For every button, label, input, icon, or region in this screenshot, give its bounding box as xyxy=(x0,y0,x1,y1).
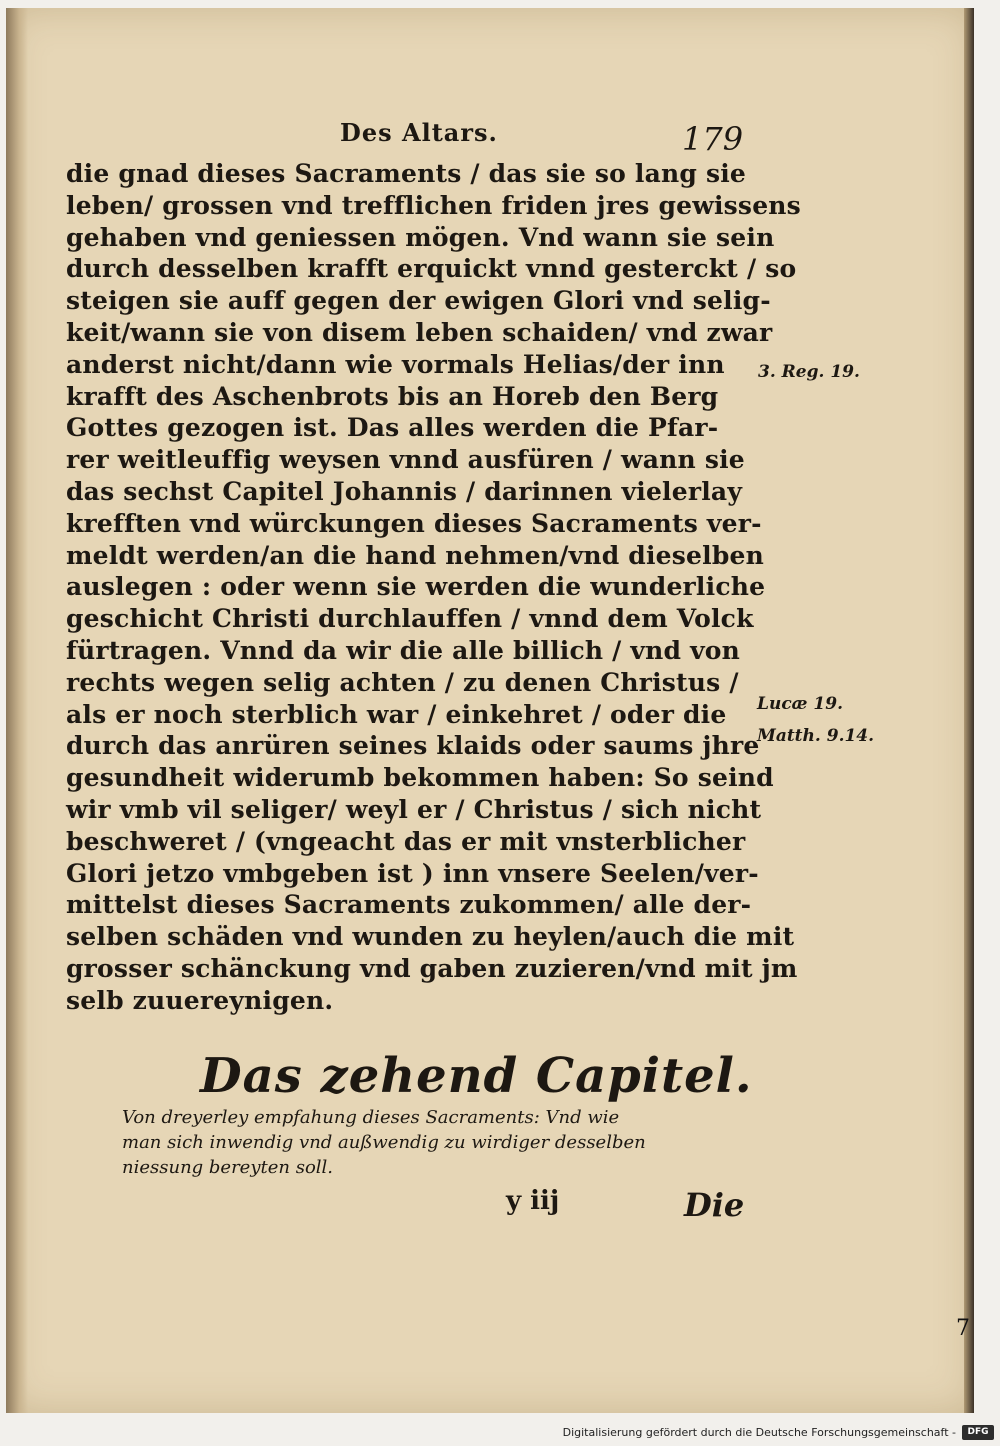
text-line: rer weitleuffig weysen vnnd ausfüren / wann sie xyxy=(66,445,745,475)
catchword: Die xyxy=(684,1186,745,1224)
text-line: selben schäden vnd wunden zu heylen/auch die mit xyxy=(66,922,795,952)
text-line: leben/ grossen vnd trefflichen friden jres gewissens xyxy=(66,190,801,220)
page-gutter-shadow xyxy=(6,8,28,1413)
page-number: 179 xyxy=(682,120,744,158)
text-line: selb zuuereynigen. xyxy=(66,985,334,1015)
text-line: Gottes gezogen ist. Das alles werden die Pfar- xyxy=(66,413,719,443)
signature-mark: y iij xyxy=(506,1186,560,1216)
text-line: krefften vnd würckungen dieses Sacraments ver- xyxy=(66,508,762,538)
text-line: als er noch sterblich war / einkehret / oder die xyxy=(66,699,727,729)
text-line: Glori jetzo vmbgeben ist ) inn vnsere Seelen/ver- xyxy=(66,858,759,888)
text-line: wir vmb vil seliger/ weyl er / Christus / sich nicht xyxy=(66,794,762,824)
text-line: gehaben vnd geniessen mögen. Vnd wann sie sein xyxy=(66,222,775,252)
funding-credit: Digitalisierung gefördert durch die Deutsche Forschungsgemeinschaft - xyxy=(562,1426,956,1439)
margin-note: 3. Reg. 19. xyxy=(758,362,860,382)
margin-note: Lucæ 19. xyxy=(757,694,843,714)
text-line: grosser schänckung vnd gaben zuzieren/vnd mit jm xyxy=(66,953,798,983)
summary-line: Von dreyerley empfahung dieses Sacraments: Vnd wie xyxy=(122,1107,620,1128)
text-line: das sechst Capitel Johannis / darinnen vielerlay xyxy=(66,476,743,506)
text-line: gesundheit widerumb bekommen haben: So seind xyxy=(66,763,774,793)
dfg-logo-icon: DFG xyxy=(962,1425,994,1440)
text-line: beschweret / (vngeacht das er mit vnsterblicher xyxy=(66,826,746,856)
chapter-title: Das zehend Capitel. xyxy=(200,1048,753,1104)
margin-note: Matth. 9.14. xyxy=(757,726,875,746)
text-line: meldt werden/an die hand nehmen/vnd dieselben xyxy=(66,540,765,570)
text-line: durch das anrüren seines klaids oder saums jhre xyxy=(66,731,760,761)
text-line: keit/wann sie von disem leben schaiden/ vnd zwar xyxy=(66,317,773,347)
text-line: geschicht Christi durchlauffen / vnnd dem Volck xyxy=(66,604,754,634)
text-line: mittelst dieses Sacraments zukommen/ alle der- xyxy=(66,890,752,920)
text-line: die gnad dieses Sacraments / das sie so lang sie xyxy=(66,159,747,188)
text-line: rechts wegen selig achten / zu denen Christus / xyxy=(66,667,739,697)
text-line: krafft des Aschenbrots bis an Horeb den Berg xyxy=(66,381,719,411)
digitization-footer xyxy=(0,1422,1000,1446)
text-line: steigen sie auff gegen der ewigen Glori vnd selig- xyxy=(66,286,771,316)
running-head: Des Altars. xyxy=(340,118,498,147)
text-line: auslegen : oder wenn sie werden die wunderliche xyxy=(66,572,766,602)
page-edge-shadow xyxy=(964,8,974,1413)
text-line: fürtragen. Vnnd da wir die alle billich / vnd von xyxy=(66,635,741,665)
summary-line: man sich inwendig vnd außwendig zu wirdiger desselben xyxy=(122,1132,646,1153)
corner-mark: 7 xyxy=(956,1316,970,1341)
summary-line: niessung bereyten soll. xyxy=(122,1157,334,1178)
text-line: durch desselben krafft erquickt vnnd gesterckt / so xyxy=(66,254,797,284)
text-line: anderst nicht/dann wie vormals Helias/der inn xyxy=(66,349,725,379)
chapter-summary xyxy=(122,1105,722,1180)
